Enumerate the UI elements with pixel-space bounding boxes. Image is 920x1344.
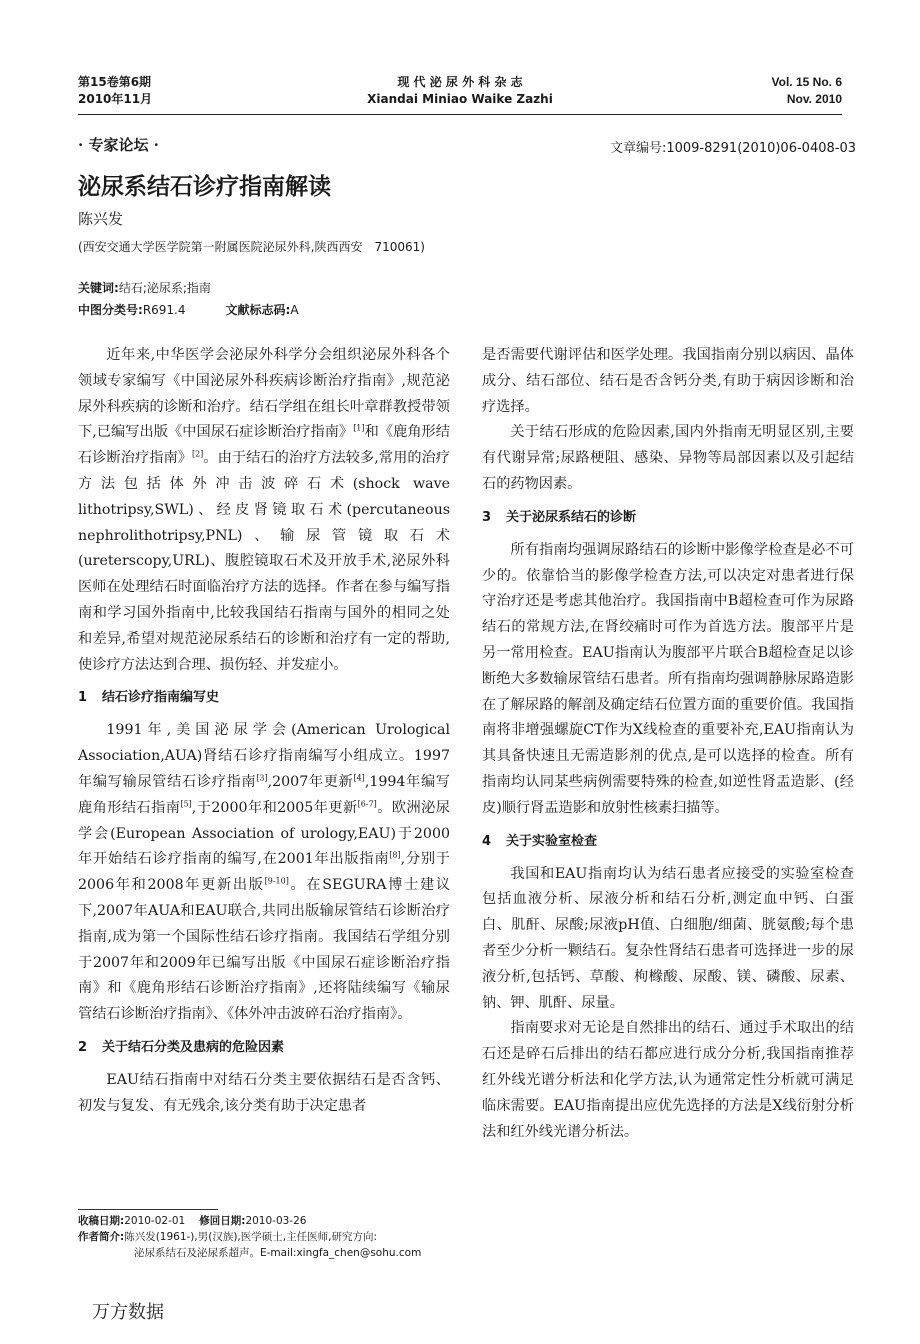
- doc-code-value: A: [290, 303, 299, 317]
- journal-name-cn: 现 代 泌 尿 外 科 杂 志: [397, 75, 523, 89]
- page-title: 泌尿系结石诊疗指南解读: [78, 174, 331, 200]
- section-heading-1: 1 结石诊疗指南编写史: [78, 690, 220, 706]
- section-4-paragraph-1: 我国和EAU指南均认为结石患者应接受的实验室检查包括血液分析、尿液分析和结石分析,测定血中钙、白蛋白、肌酐、尿酸;尿液pH值、白细胞/细菌、胱氨酸;每个患者至少分析一颗结石。复杂性肾结石患者可选择进一步的尿液分析,包括钙、草酸、枸橼酸、尿酸、镁、磷酸、尿素、钠、钾、肌酐、尿量。: [482, 865, 854, 1011]
- citation-ref[interactable]: [9-10]: [264, 876, 289, 886]
- keywords: [78, 279, 211, 296]
- date-en: Nov. 2010: [786, 92, 842, 106]
- issue-date: 2010年11月: [78, 92, 153, 106]
- section-2-paragraph-cont: 是否需要代谢评估和医学处理。我国指南分别以病因、晶体成分、结石部位、结石是否含钙分类,有助于病因诊断和治疗选择。: [482, 347, 854, 415]
- citation-ref[interactable]: [1]: [353, 423, 365, 433]
- section-heading-3: 3 关于泌尿系结石的诊断: [482, 509, 637, 525]
- volume-issue: 第15卷第6期: [78, 75, 152, 89]
- footnote-divider: [78, 1209, 218, 1210]
- right-column: [482, 343, 854, 1145]
- left-column: [78, 343, 450, 1120]
- footnote-bio-cont: 泌尿系结石及泌尿系超声。E-mail:xingfa_chen@sohu.com: [134, 1247, 422, 1259]
- clc-label: 中图分类号:: [78, 303, 143, 317]
- citation-ref[interactable]: [8]: [389, 850, 401, 860]
- journal-name-pinyin: Xiandai Miniao Waike Zazhi: [367, 92, 553, 106]
- section-1-paragraph: 1991年,美国泌尿学会(American Urological Association,AUA)肾结石诊疗指南编写小组成立。1997年编写输尿管结石诊疗指南[3],2007年更新[4],1994年编写鹿角形结石指南[5],于2000年和2005年更新[6-7]。欧洲泌尿学会(European Association of urology,EAU)于2000年开始结石诊疗指南的编写,在2001年出版指南[8],分别于2006年和2008年更新出版[9-10]。在SEGURA博士建议下,2007年AUA和EAU联合,共同出版输尿管结石诊断治疗指南,成为第一个国际性结石诊疗指南。我国结石学组分别于2007年和2009年已编写出版《中国尿石症诊断治疗指南》和《鹿角形结石诊断治疗指南》,还将陆续编写《输尿管结石诊断治疗指南》、《体外冲击波碎石治疗指南》。: [78, 722, 451, 1023]
- volume-en: Vol. 15 No. 6: [771, 75, 842, 89]
- citation-ref[interactable]: [6-7]: [357, 799, 377, 809]
- footnote-bio: 作者简介:陈兴发(1961-),男(汉族),医学硕士,主任医师,研究方向:: [78, 1231, 377, 1243]
- author-affiliation: (西安交通大学医学院第一附属医院泌尿外科,陕西西安 710061): [78, 240, 425, 254]
- footnote: [78, 1213, 458, 1261]
- citation-ref[interactable]: [5]: [180, 799, 192, 809]
- section-2-paragraph-start: EAU结石指南中对结石分类主要依据结石是否含钙、初发与复发、有无残余,该分类有助于决定患者: [78, 1071, 450, 1114]
- section-heading-2: 2 关于结石分类及患病的危险因素: [78, 1039, 285, 1055]
- citation-ref[interactable]: [4]: [353, 773, 365, 783]
- keywords-label: 关键词:: [78, 281, 119, 295]
- clc-value: R691.4: [142, 303, 186, 317]
- intro-paragraph: 近年来,中华医学会泌尿外科学分会组织泌尿外科各个领域专家编写《中国泌尿外科疾病诊断治疗指南》,规范泌尿外科疾病的诊断和治疗。结石学组在组长叶章群教授带领下,已编写出版《中国尿石症诊断治疗指南》[1]和《鹿角形结石诊断治疗指南》[2]。由于结石的治疗方法较多,常用的治疗方法包括体外冲击波碎石术(shock wave lithotripsy,SWL)、经皮肾镜取石术(percutaneous nephrolithotripsy,PNL)、输尿管镜取石术(ureterscopy,URL)、腹腔镜取石术及开放手术,泌尿外科医师在处理结石时面临治疗方法的选择。作者在参与编写指南和学习国外指南中,比较我国结石指南与国外的相同之处和差异,希望对规范泌尿系结石的诊断和治疗有一定的帮助,使诊疗方法达到合理、损伤轻、并发症小。: [78, 347, 450, 673]
- journal-volume-en: [772, 74, 842, 108]
- section-4-paragraph-2: 指南要求对无论是自然排出的结石、通过手术取出的结石还是碎石后排出的结石都应进行成分分析,我国指南推荐红外线光谱分析法和化学方法,认为通常定性分析就可满足临床需要。EAU指南提出应优先选择的方法是X线衍射分析法和红外线光谱分析法。: [482, 1020, 854, 1140]
- citation-ref[interactable]: [2]: [191, 449, 204, 459]
- author-name: 陈兴发: [78, 210, 124, 228]
- section-heading-4: 4 关于实验室检查: [482, 833, 598, 849]
- footnote-dates: 收稿日期:2010-02-01 修回日期:2010-03-26: [78, 1215, 307, 1227]
- keywords-value: 结石;泌尿系;指南: [118, 281, 211, 295]
- database-watermark: 万方数据: [92, 1302, 164, 1323]
- section-2-paragraph-2: 关于结石形成的危险因素,国内外指南无明显区别,主要有代谢异常;尿路梗阻、感染、异物等局部因素以及引起结石的药物因素。: [482, 424, 854, 492]
- doc-code-label: 文献标志码:: [225, 303, 291, 317]
- header-divider: [78, 114, 842, 115]
- article-number: 文章编号:1009-8291(2010)06-0408-03: [609, 141, 856, 156]
- column-label: · 专家论坛 ·: [78, 136, 159, 154]
- section-3-paragraph: 所有指南均强调尿路结石的诊断中影像学检查是必不可少的。依靠恰当的影像学检查方法,可以决定对患者进行保守治疗还是考虑其他治疗。我国指南中B超检查可作为尿路结石的常规方法,在肾绞痛时可作为首选方法。腹部平片是另一常用检查。EAU指南认为腹部平片联合B超检查足以诊断绝大多数输尿管结石患者。所有指南均强调静脉尿路造影在了解尿路的解剖及确定结石位置方面的重要价值。我国指南将非增强螺旋CT作为X线检查的重要补充,EAU指南认为其具备快速且无需造影剂的优点,是可以选择的检查。所有指南均认同某些病例需要特殊的检查,如逆性肾盂造影、(经皮)顺行肾盂造影和放射性核素扫描等。: [482, 541, 854, 816]
- classification: [78, 301, 299, 318]
- citation-ref[interactable]: [3]: [256, 773, 268, 783]
